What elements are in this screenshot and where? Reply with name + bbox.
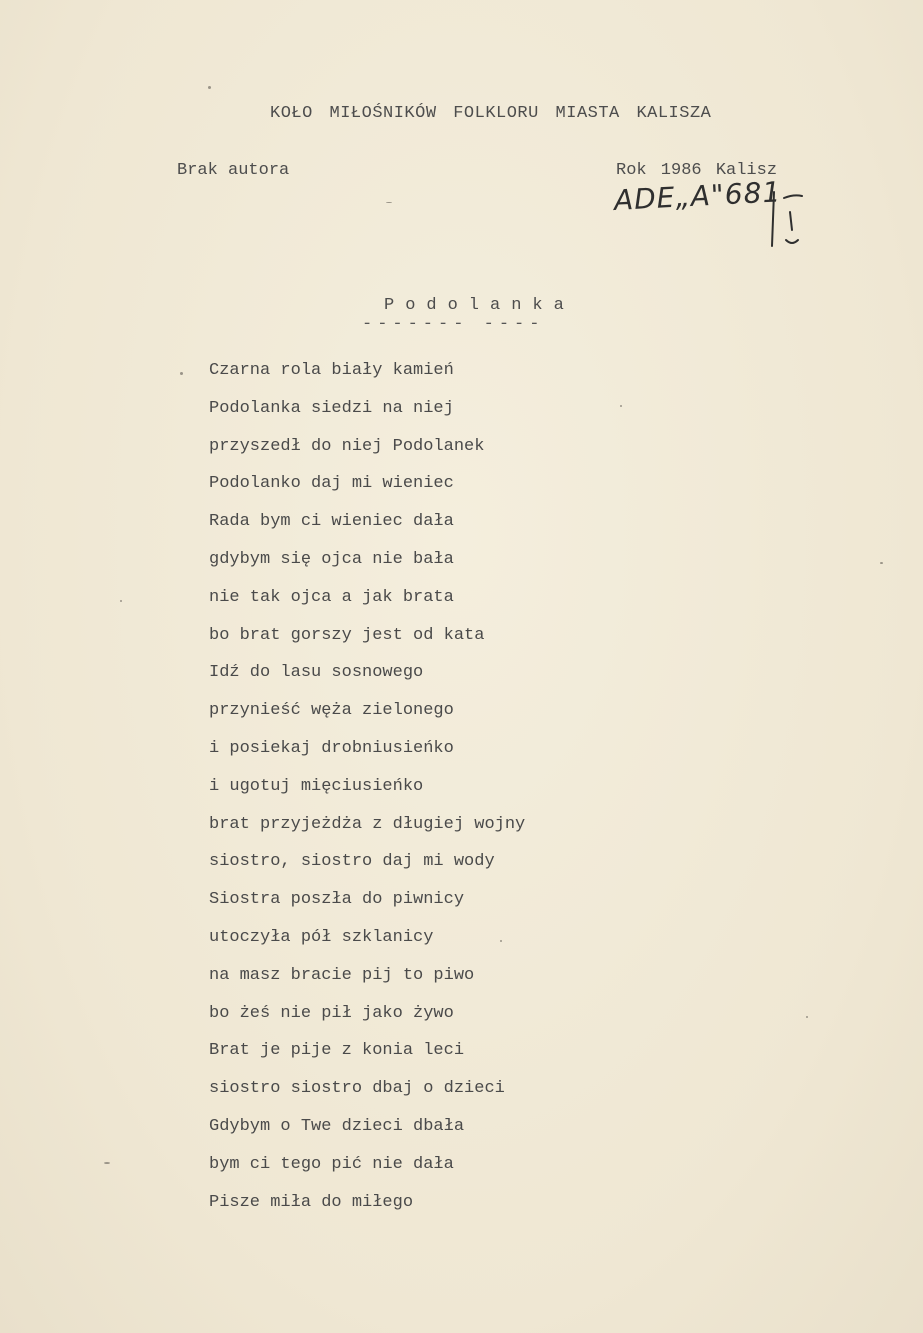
paper-speck [806,1016,808,1018]
poem-line: Pisze miła do miłego [209,1192,414,1212]
poem-title: Podolanka [384,296,575,315]
paper-speck [120,600,122,602]
poem-line: i posiekaj drobniusieńko [209,738,454,758]
paper-speck [180,372,183,375]
poem-line: Czarna rola biały kamień [209,361,454,380]
poem-line: bo brat gorszy jest od kata [209,625,485,645]
organization-header: KOŁO MIŁOŚNIKÓW FOLKLORU MIASTA KALISZA [270,104,712,123]
poem-line: utoczyła pół szklanicy [209,927,434,947]
poem-line: Podolanka siedzi na niej [209,398,454,418]
poem-line: na masz bracie pij to piwo [209,965,475,985]
poem-line: przynieść węża zielonego [209,701,454,721]
poem-line: siostro, siostro daj mi wody [209,852,495,872]
paper-speck [880,562,883,564]
poem-line: siostro siostro dbaj o dzieci [209,1079,505,1099]
poem-line: przyszedł do niej Podolanek [209,436,485,456]
poem-line: Podolanko daj mi wieniec [209,474,454,494]
paper-speck [500,940,502,942]
paper-speck [386,202,392,203]
handwritten-archive-mark: ADE„A"681 [613,175,783,217]
poem-line: Idź do lasu sosnowego [209,663,424,683]
year-place-line: Rok 1986 Kalisz [616,161,778,180]
poem-line: bym ci tego pić nie dała [209,1154,454,1174]
title-underline: ------- ---- [362,315,545,334]
poem-line: Rada bym ci wieniec dała [209,512,454,532]
poem-line: gdybym się ojca nie bała [209,549,454,569]
paper-speck [208,86,211,89]
poem-line: brat przyjeżdża z długiej wojny [209,814,526,834]
paper-speck [104,1162,110,1164]
poem-line: i ugotuj mięciusieńko [209,776,424,796]
poem-line: Siostra poszła do piwnicy [209,890,465,910]
poem-line: Gdybym o Twe dzieci dbała [209,1116,465,1136]
handwritten-bracket-mark [770,190,810,250]
poem-body [209,360,525,1229]
poem-line: bo żeś nie pił jako żywo [209,1003,454,1023]
author-line: Brak autora [177,161,290,180]
poem-line: nie tak ojca a jak brata [209,587,454,607]
paper-speck [620,405,622,407]
poem-line: Brat je pije z konia leci [209,1041,465,1061]
